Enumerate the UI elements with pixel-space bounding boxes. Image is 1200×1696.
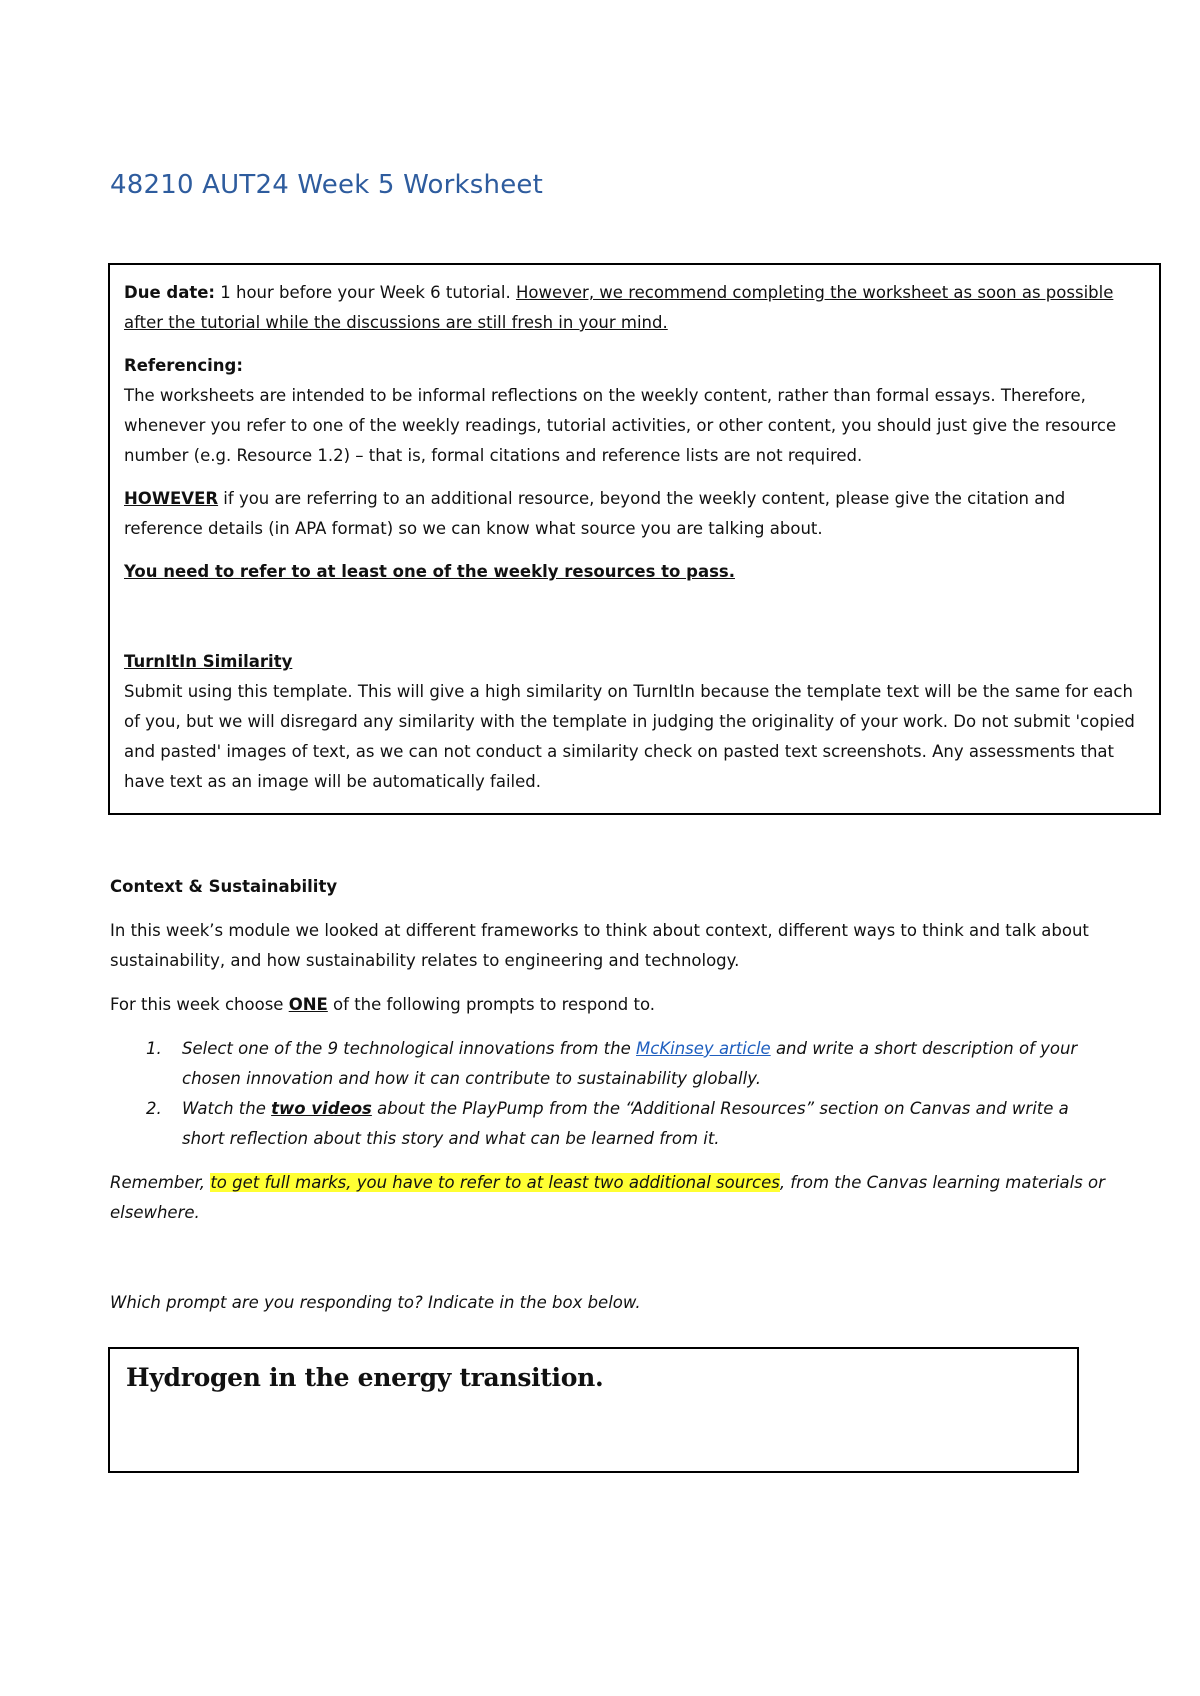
turnitin-label: TurnItIn Similarity [124,652,293,671]
turnitin-text: Submit using this template. This will give a high similarity on TurnItIn because the template text will be the same for each of you, but we will disregard any similarity with the template in judging the originality of your work. Do not submit 'copied and pasted' images of text, as we can not conduct a similarity check on pasted text screenshots. Any assessments that have text as an image will be automatically failed. [124,682,1135,791]
however-label: HOWEVER [124,489,219,508]
due-date-recommendation: However, we recommend completing the worksheet as soon as possible after the tutorial while the discussions are still fresh in your mind. [124,283,1114,332]
choose-post: of the following prompts to respond to. [327,995,656,1014]
choose-one: ONE [288,995,328,1014]
due-date-text: 1 hour before your Week 6 tutorial. [215,283,516,302]
prompt-item-1 [110,1034,1110,1094]
section-heading: Context & Sustainability [110,877,338,896]
due-date-label: Due date: [124,283,215,302]
prompt-number: 2. [146,1099,162,1118]
due-date-paragraph [124,278,1145,338]
remember-post: , from the Canvas learning materials or elsewhere. [110,1173,1105,1222]
answer-box[interactable] [108,1347,1079,1473]
choose-instruction [110,990,1110,1020]
remember-highlight: to get full marks, you have to refer to at least two additional sources [210,1173,780,1192]
referencing-label: Referencing: [124,356,243,375]
answer-text[interactable]: Hydrogen in the energy transition. [126,1363,604,1392]
context-section [110,872,1110,1318]
prompt-item-2 [110,1094,1110,1154]
prompt-2-post: about the PlayPump from the “Additional Resources” section on Canvas and write a short reflection about this story and what can be learned from it. [182,1099,1069,1148]
remember-pre: Remember, [110,1173,211,1192]
prompt-1-pre: Select one of the 9 technological innovations from the [182,1039,637,1058]
referencing-text: The worksheets are intended to be informal reflections on the weekly content, rather than formal essays. Therefore, whenever you refer to one of the weekly readings, tutorial activities, or other content, you should just give the resource number (e.g. Resource 1.2) – that is, formal citations and reference lists are not required. [124,386,1117,465]
however-paragraph [124,484,1145,544]
prompt-number: 1. [146,1039,162,1058]
prompt-2-pre: Watch the [182,1099,272,1118]
prompt-list [110,1034,1110,1154]
page-title: 48210 AUT24 Week 5 Worksheet [110,170,543,200]
section-intro: In this week’s module we looked at different frameworks to think about context, different ways to think and talk about sustainability, and how sustainability relates to engineering and technology. [110,921,1089,970]
which-prompt-question: Which prompt are you responding to? Indicate in the box below. [110,1293,641,1312]
pass-requirement: You need to refer to at least one of the weekly resources to pass. [124,562,735,581]
choose-pre: For this week choose [110,995,289,1014]
mckinsey-article-link[interactable]: McKinsey article [636,1039,771,1058]
instructions-box [108,263,1161,815]
however-text: if you are referring to an additional resource, beyond the weekly content, please give the citation and reference details (in APA format) so we can know what source you are talking about. [124,489,1066,538]
prompt-2-emphasis: two videos [271,1099,372,1118]
remember-note [110,1168,1110,1228]
prompt-1-post: and write a short description of your chosen innovation and how it can contribute to sustainability globally. [182,1039,1078,1088]
